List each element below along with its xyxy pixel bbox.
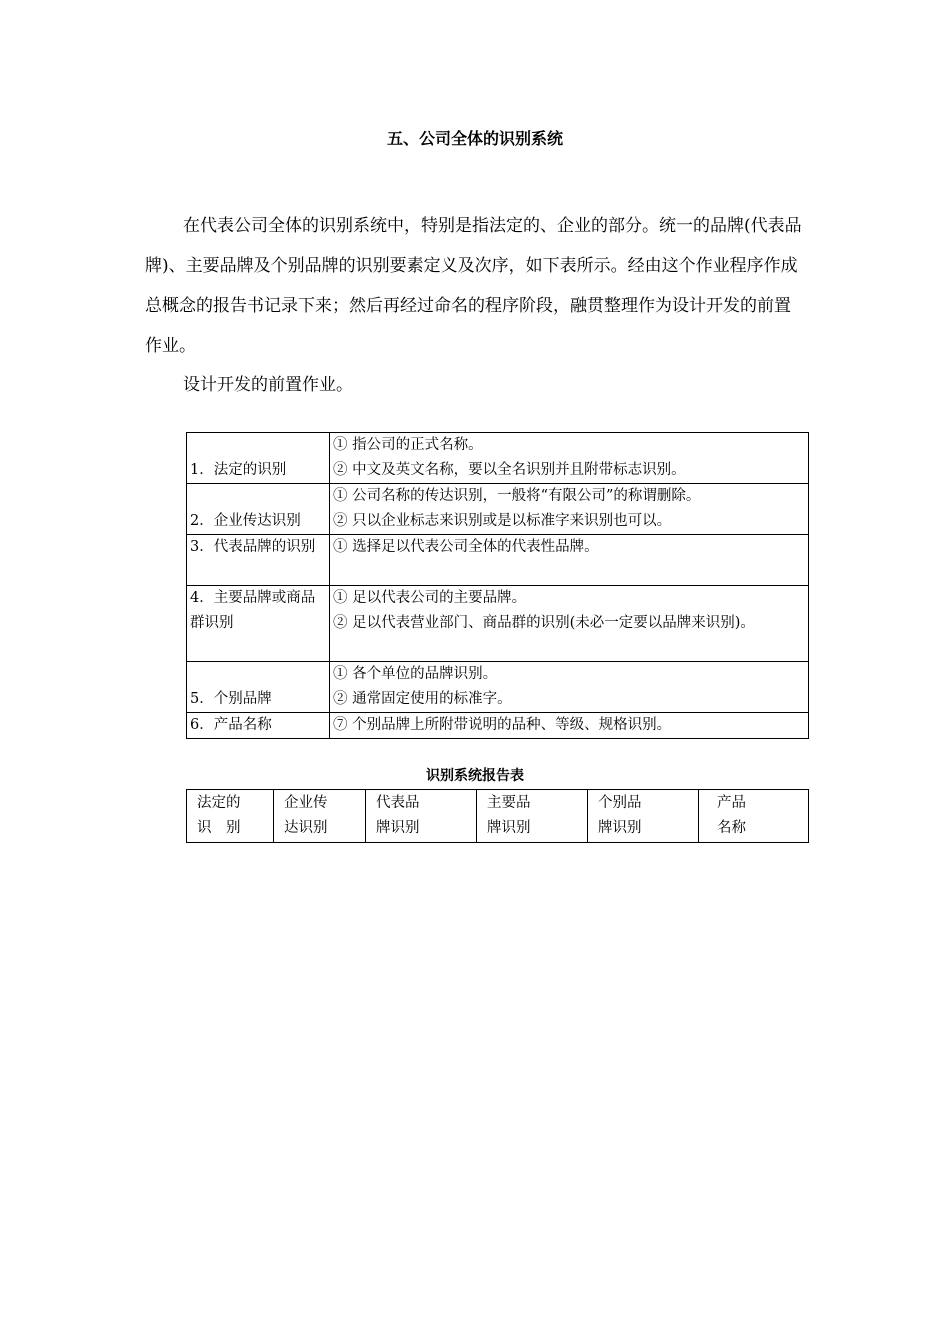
row-items (330, 662, 809, 713)
list-item: ② 只以企业标志来识别或是以标准字来识别也可以。 (333, 513, 672, 529)
cell-text: 代表品 (376, 795, 420, 811)
cell-text: 牌识别 (598, 820, 642, 836)
table-cell (274, 790, 366, 843)
row-items (330, 535, 809, 586)
cell-text: 牌识别 (487, 820, 531, 836)
cell-text: 个别品 (598, 795, 642, 811)
list-item: ① 各个单位的品牌识别。 (333, 666, 498, 682)
cell-text: 识 别 (197, 820, 241, 836)
row-label: 3．代表品牌的识别 (187, 535, 330, 586)
table-cell (588, 790, 699, 843)
list-item: ① 公司名称的传达识别，一般将“有限公司”的称谓删除。 (333, 488, 701, 504)
identity-report-table (186, 789, 809, 843)
table-row (187, 790, 809, 843)
intro-paragraph: 在代表公司全体的识别系统中，特别是指法定的、企业的部分。统一的品牌(代表品牌)、主要品牌及个别品牌的识别要素定义及次序，如下表所示。经由这个作业程序作成总概念的报告书记录下来；然后再经过命名的程序阶段，融贯整理作为设计开发的前置作业。 (145, 216, 802, 356)
row-items (330, 586, 809, 662)
table-row (187, 433, 809, 484)
list-item: ⑦ 个别品牌上所附带说明的品种、等级、规格识别。 (333, 717, 672, 733)
cell-text: 产品 (717, 795, 746, 811)
row-label: 4．主要品牌或商品群识别 (187, 586, 330, 662)
table-row (187, 662, 809, 713)
page-title: 五、公司全体的识别系统 (386, 129, 563, 148)
row-label: 2．企业传达识别 (187, 484, 330, 535)
row-items (330, 433, 809, 484)
report-table-caption: 识别系统报告表 (426, 768, 524, 784)
list-item: ② 中文及英文名称，要以全名识别并且附带标志识别。 (333, 462, 686, 478)
table-row (187, 586, 809, 662)
cell-text: 名称 (717, 820, 746, 836)
table-row (187, 713, 809, 739)
row-label: 1．法定的识别 (187, 433, 330, 484)
list-item: ② 通常固定使用的标准字。 (333, 691, 512, 707)
cell-text: 达识别 (284, 820, 328, 836)
sub-paragraph: 设计开发的前置作业。 (183, 375, 353, 395)
table-row (187, 484, 809, 535)
cell-text: 牌识别 (376, 820, 420, 836)
table-cell (699, 790, 809, 843)
cell-text: 法定的 (197, 795, 241, 811)
table-cell (477, 790, 588, 843)
list-item: ① 指公司的正式名称。 (333, 437, 483, 453)
row-label: 5．个别品牌 (187, 662, 330, 713)
identity-definition-table (186, 432, 809, 739)
list-item: ② 足以代表营业部门、商品群的识别(未必一定要以品牌来识别)。 (333, 615, 755, 631)
row-items (330, 484, 809, 535)
table-row (187, 535, 809, 586)
row-items (330, 713, 809, 739)
cell-text: 主要品 (487, 795, 531, 811)
table-cell (366, 790, 477, 843)
list-item: ① 足以代表公司的主要品牌。 (333, 590, 527, 606)
cell-text: 企业传 (284, 795, 328, 811)
table-cell (187, 790, 274, 843)
row-label: 6．产品名称 (187, 713, 330, 739)
list-item: ① 选择足以代表公司全体的代表性品牌。 (333, 539, 599, 555)
